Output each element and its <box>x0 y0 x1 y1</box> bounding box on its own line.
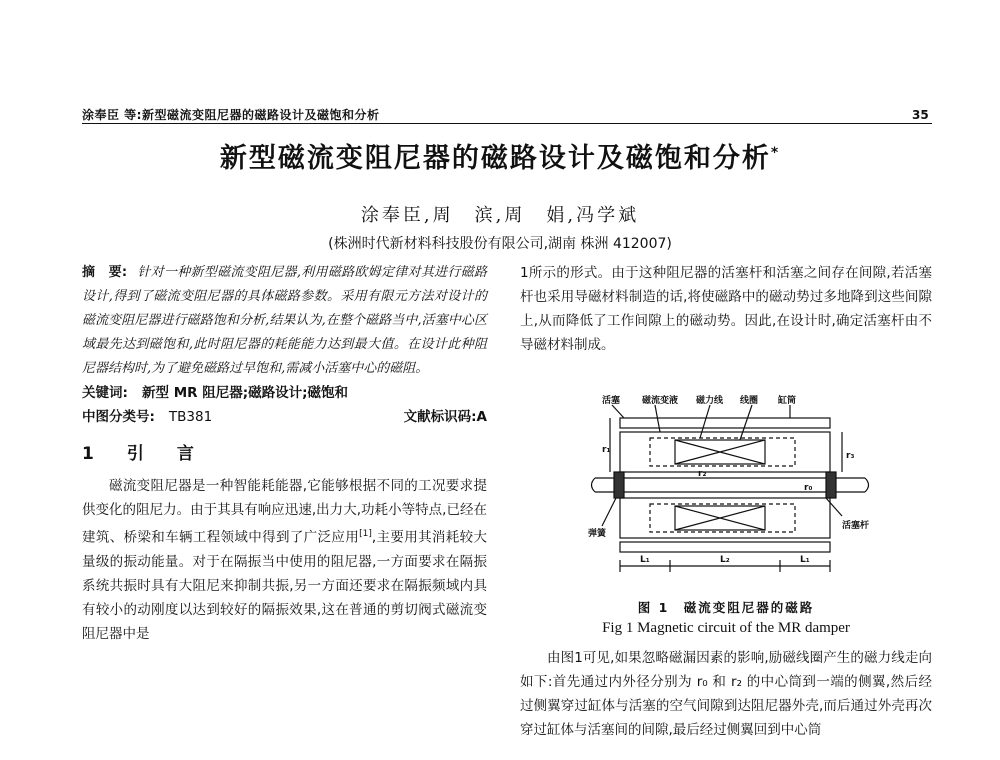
paper-title-text: 新型磁流变阻尼器的磁路设计及磁饱和分析 <box>219 143 771 174</box>
figure-caption-cn: 图 1 磁流变阻尼器的磁路 <box>637 600 815 615</box>
authors: 涂奉臣,周 滨,周 娟,冯学斌 <box>360 205 640 226</box>
label-r0: r₀ <box>804 483 813 493</box>
affiliation: (株洲时代新材料科技股份有限公司,湖南 株洲 412007) <box>328 236 672 252</box>
classification-value: TB381 <box>168 409 213 425</box>
label-L1-left: L₁ <box>640 555 650 565</box>
label-mr-fluid: 磁流变液 <box>642 396 679 406</box>
header-rule <box>82 123 932 124</box>
intro-text-2: ,主要用其消耗较大量级的振动能量。对于在隔振当中使用的阻尼器,一方面要求在隔振系统共振时具有大阻尼来抑制共振,另一方面还要求在隔振频域内具有较小的动刚度以达到较好的隔振效果,这在普通的剪切阀式磁流变阻尼器中是 <box>82 529 487 642</box>
left-seal <box>614 472 624 498</box>
label-L1-right: L₁ <box>800 555 810 565</box>
right-seal <box>826 472 836 498</box>
upper-shell <box>620 418 830 428</box>
keywords-text: 新型 MR 阻尼器;磁路设计;磁饱和 <box>142 385 349 401</box>
abstract-text: 针对一种新型磁流变阻尼器,利用磁路欧姆定律对其进行磁路设计,得到了磁流变阻尼器的具体磁路参数。采用有限元方法对设计的磁流变阻尼器进行磁路饱和分析,结果认为,在整个磁路当中,活塞中心区域最先达到磁饱和,此时阻尼器的耗能能力达到最大值。在设计此种阻尼器结构时,为了避免磁路过早饱和,需减小活塞中心的磁阻。 <box>82 265 488 376</box>
magnetic-circuit-figure <box>580 394 880 599</box>
abstract-label: 摘 要: <box>82 265 128 280</box>
label-r1: r₁ <box>602 445 611 455</box>
right-lower-block <box>520 646 932 742</box>
keywords <box>82 381 487 405</box>
piston-rod <box>595 478 865 492</box>
abstract <box>82 261 487 381</box>
label-r2: r₂ <box>698 469 707 479</box>
classification-row <box>82 405 487 429</box>
upper-flux-loop <box>650 438 795 466</box>
intro-paragraph <box>82 474 487 646</box>
title-footnote-mark: * <box>770 145 781 161</box>
label-piston: 活塞 <box>602 396 621 406</box>
label-spring: 弹簧 <box>588 529 607 539</box>
figure-caption-en: Fig 1 Magnetic circuit of the MR damper <box>602 620 850 636</box>
document-code: 文献标识码:A <box>403 409 487 425</box>
left-column <box>82 261 487 646</box>
page-number: 35 <box>912 108 929 122</box>
label-piston-rod: 活塞杆 <box>842 521 870 531</box>
label-L2: L₂ <box>720 555 730 565</box>
keywords-label: 关键词: <box>82 385 128 401</box>
lower-flux-loop <box>650 504 795 532</box>
label-cylinder: 缸筒 <box>778 396 797 406</box>
citation-ref: [1] <box>359 529 372 539</box>
right-paragraph-1: 1所示的形式。由于这种阻尼器的活塞杆和活塞之间存在间隙,若活塞杆也采用导磁材料制造的话,将使磁路中的磁动势过多地降到这些间隙上,从而降低了工作间隙上的磁动势。因此,在设计时,确定活塞杆由不导磁材料制成。 <box>520 265 932 353</box>
label-r3: r₃ <box>846 451 855 461</box>
paper-title <box>0 136 1000 175</box>
right-paragraph-2: 由图1可见,如果忽略磁漏因素的影响,励磁线圈产生的磁力线走向如下:首先通过内外径分别为 r₀ 和 r₂ 的中心筒到一端的侧翼,然后经过侧翼穿过缸体与活塞的空气间隙到达阻尼器外壳,而后通过外壳再次穿过缸体与活塞间的间隙,最后经过侧翼回到中心筒 <box>520 650 932 738</box>
label-coil: 线圈 <box>740 396 759 406</box>
label-flux-line: 磁力线 <box>696 396 724 406</box>
right-column <box>520 261 932 357</box>
running-head: 涂奉臣 等:新型磁流变阻尼器的磁路设计及磁饱和分析 <box>82 108 380 122</box>
classification-label: 中图分类号: <box>82 409 155 425</box>
lower-shell <box>620 542 830 552</box>
classification <box>82 405 212 429</box>
section-heading: 1 引 言 <box>82 444 202 464</box>
intro-text-1: 磁流变阻尼器是一种智能耗能器,它能够根据不同的工况要求提供变化的阻尼力。由于其具有响应迅速,出力大,功耗小等特点,已经在建筑、桥梁和车辆工程领域中得到了广泛应用 <box>82 478 487 546</box>
